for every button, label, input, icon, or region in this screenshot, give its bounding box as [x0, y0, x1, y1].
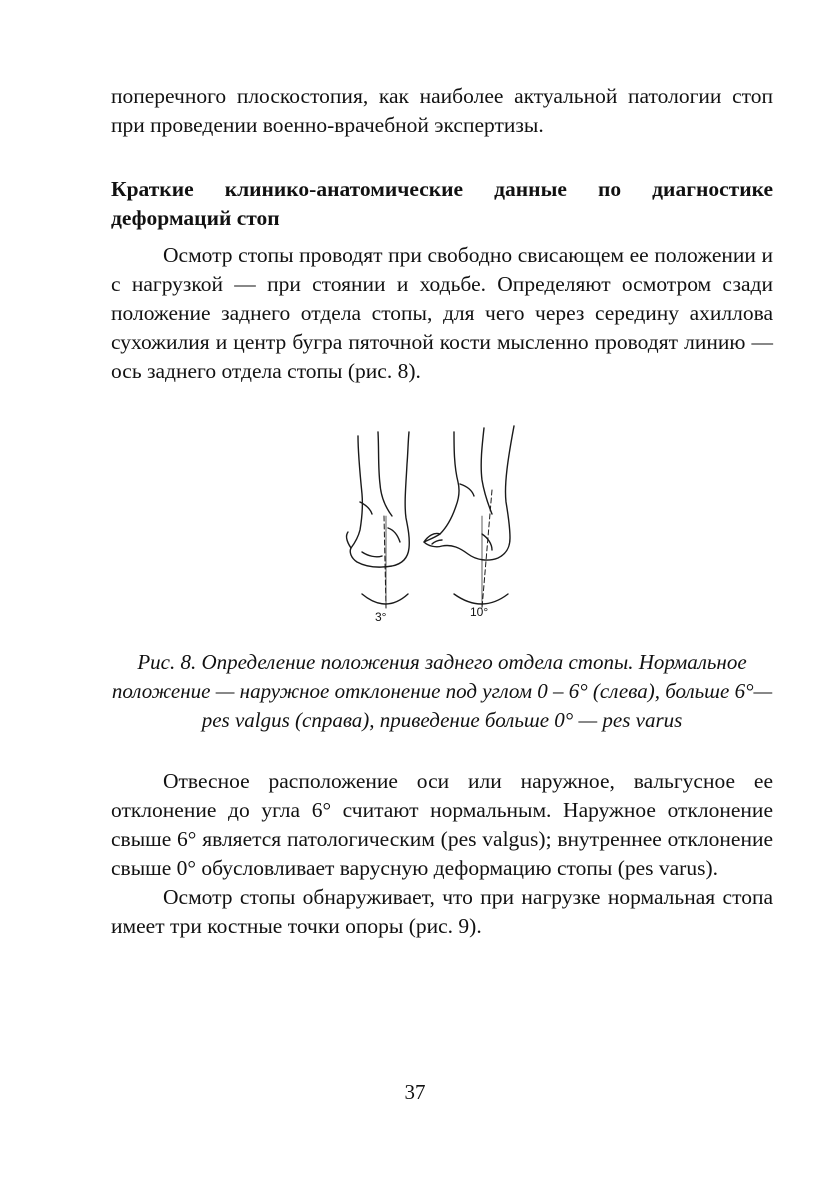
figure-foot-rear-axis — [342, 424, 542, 629]
left-foot-drawing — [347, 432, 410, 608]
left-angle-label: 3° — [375, 610, 387, 624]
foot-illustration — [342, 424, 542, 629]
paragraph-osmotr: Осмотр стопы проводят при свободно свисающем ее положении и с нагрузкой — при стоянии и ходьбе. Определяют осмотром сзади положение заднего отдела стопы, для чего через середину ахиллова сухожилия и центр бугра пяточной кости мысленно проводят линию — ось заднего отдела стопы (рис. 8). — [111, 243, 773, 383]
right-angle-label: 10° — [470, 605, 489, 619]
paragraph-otvesnoe: Отвесное расположение оси или наружное, вальгусное ее отклонение до угла 6° считают нормальным. Наружное отклонение свыше 6° является патологическим (pes valgus); внутреннее отклонение свыше 0° обусловливает варусную деформацию стопы (pes varus). — [111, 769, 773, 880]
paragraph-intro-continuation: поперечного плоскостопия, как наиболее актуальной патологии стоп при проведении военно-врачебной экспертизы. — [111, 84, 773, 137]
figure-caption: Рис. 8. Определение положения заднего отдела стопы. Нормальное положение — наружное отклонение под углом 0 – 6° (слева), больше 6°— pes valgus (справа), приведение больше 0° — pes varus — [111, 650, 773, 732]
page-number: 37 — [404, 1080, 426, 1104]
section-heading: Краткие клинико-анатомические данные по диагностике деформаций стоп — [111, 177, 773, 230]
page-content — [111, 82, 773, 941]
paragraph-osmotr-nagruzka: Осмотр стопы обнаруживает, что при нагрузке нормальная стопа имеет три костные точки опоры (рис. 9). — [111, 885, 773, 938]
right-foot-drawing — [424, 426, 514, 608]
